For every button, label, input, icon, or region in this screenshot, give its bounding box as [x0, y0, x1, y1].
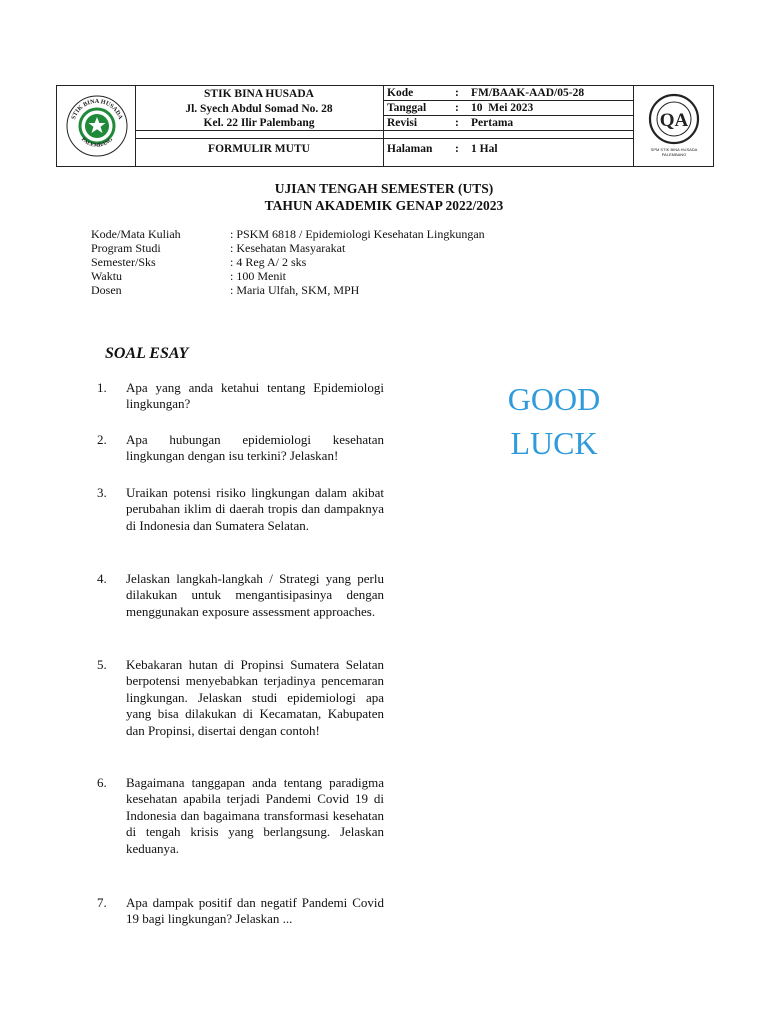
question-text: Jelaskan langkah-langkah / Strategi yang perlu dilakukan untuk mengantisipasinya dengan menggunakan exposure assessment approaches.	[126, 571, 384, 619]
info-label: Dosen	[91, 283, 122, 297]
section-title: SOAL ESAY	[105, 345, 189, 362]
question-number: 7.	[97, 895, 107, 910]
good-luck-line-2: LUCK	[510, 425, 598, 461]
field-value-revisi: Pertama	[471, 117, 514, 129]
field-label-halaman: Halaman	[387, 143, 433, 155]
info-row	[91, 227, 485, 241]
info-label: Kode/Mata Kuliah	[91, 227, 181, 241]
info-row	[91, 283, 359, 297]
address-line-2: Kel. 22 Ilir Palembang	[203, 117, 315, 129]
field-label-revisi: Revisi	[387, 117, 418, 129]
qa-logo-icon	[641, 91, 707, 161]
info-row	[91, 255, 306, 269]
divider	[135, 130, 633, 131]
question-text: Apa hubungan epidemiologi kesehatan lingkungan dengan isu terkini? Jelaskan!	[126, 432, 384, 464]
info-label: Waktu	[91, 269, 123, 283]
info-value: : 100 Menit	[230, 269, 286, 283]
exam-title: UJIAN TENGAH SEMESTER (UTS)	[274, 181, 494, 196]
field-value-halaman: 1 Hal	[471, 143, 498, 155]
qa-caption-1: SPM STIK BINA HUSADA	[650, 147, 698, 152]
question-text: Apa dampak positif dan negatif Pandemi Covid 19 bagi lingkungan? Jelaskan ...	[126, 895, 384, 927]
info-label: Semester/Sks	[91, 255, 156, 269]
form-header-table	[56, 85, 714, 167]
divider	[633, 86, 634, 166]
form-name: FORMULIR MUTU	[208, 143, 310, 155]
field-value-kode: FM/BAAK-AAD/05-28	[471, 87, 585, 99]
divider	[383, 100, 633, 101]
field-sep: :	[455, 102, 459, 114]
question-number: 4.	[97, 571, 107, 586]
info-row	[91, 241, 345, 255]
address-line-1: Jl. Syech Abdul Somad No. 28	[185, 103, 333, 115]
logo-left-top-text: STIK BINA HUSADA	[70, 97, 124, 121]
logo-left-bottom-text: PALEMBANG	[79, 136, 115, 149]
divider	[135, 86, 136, 166]
qa-caption-2: PALEMBANG	[661, 152, 687, 157]
field-sep: :	[455, 87, 459, 99]
info-row	[91, 269, 286, 283]
field-value-tanggal: 10 Mei 2023	[471, 102, 534, 114]
info-value: : PSKM 6818 / Epidemiologi Kesehatan Lingkungan	[230, 227, 485, 241]
qa-letters: QA	[659, 110, 689, 131]
info-value: : Kesehatan Masyarakat	[230, 241, 346, 255]
field-sep: :	[455, 117, 459, 129]
divider	[383, 86, 384, 166]
field-label-tanggal: Tanggal	[387, 102, 427, 114]
institution-name: STIK BINA HUSADA	[204, 88, 314, 100]
question-number: 1.	[97, 380, 107, 395]
info-value: : Maria Ulfah, SKM, MPH	[230, 283, 360, 297]
field-sep: :	[455, 143, 459, 155]
question-text: Apa yang anda ketahui tentang Epidemiologi lingkungan?	[126, 380, 384, 412]
academic-year: TAHUN AKADEMIK GENAP 2022/2023	[264, 198, 504, 213]
info-value: : 4 Reg A/ 2 sks	[230, 255, 307, 269]
question-text: Uraikan potensi risiko lingkungan dalam akibat perubahan iklim di daerah tropis dan dampaknya di Indonesia dan Sumatera Selatan.	[126, 485, 384, 533]
stik-logo-icon	[65, 90, 129, 162]
question-number: 2.	[97, 432, 107, 447]
field-label-kode: Kode	[387, 87, 414, 99]
divider	[383, 115, 633, 116]
question-number: 5.	[97, 657, 107, 672]
question-number: 6.	[97, 775, 107, 790]
info-label: Program Studi	[91, 241, 161, 255]
question-text: Kebakaran hutan di Propinsi Sumatera Selatan berpotensi menyebabkan terjadinya pencemaran lingkungan. Jelaskan studi epidemiologi apa yang bisa dilakukan di Kecamatan, Kabupaten dan Propinsi, disertai dengan contoh!	[126, 657, 384, 738]
question-number: 3.	[97, 485, 107, 500]
good-luck-line-1: GOOD	[507, 381, 601, 417]
divider	[135, 138, 633, 139]
question-text: Bagaimana tanggapan anda tentang paradigma kesehatan apabila terjadi Pandemi Covid 19 di Indonesia dan bagaimana transformasi kesehatan di tengah krisis yang berlangsung. Jelaskan keduanya.	[126, 775, 384, 856]
